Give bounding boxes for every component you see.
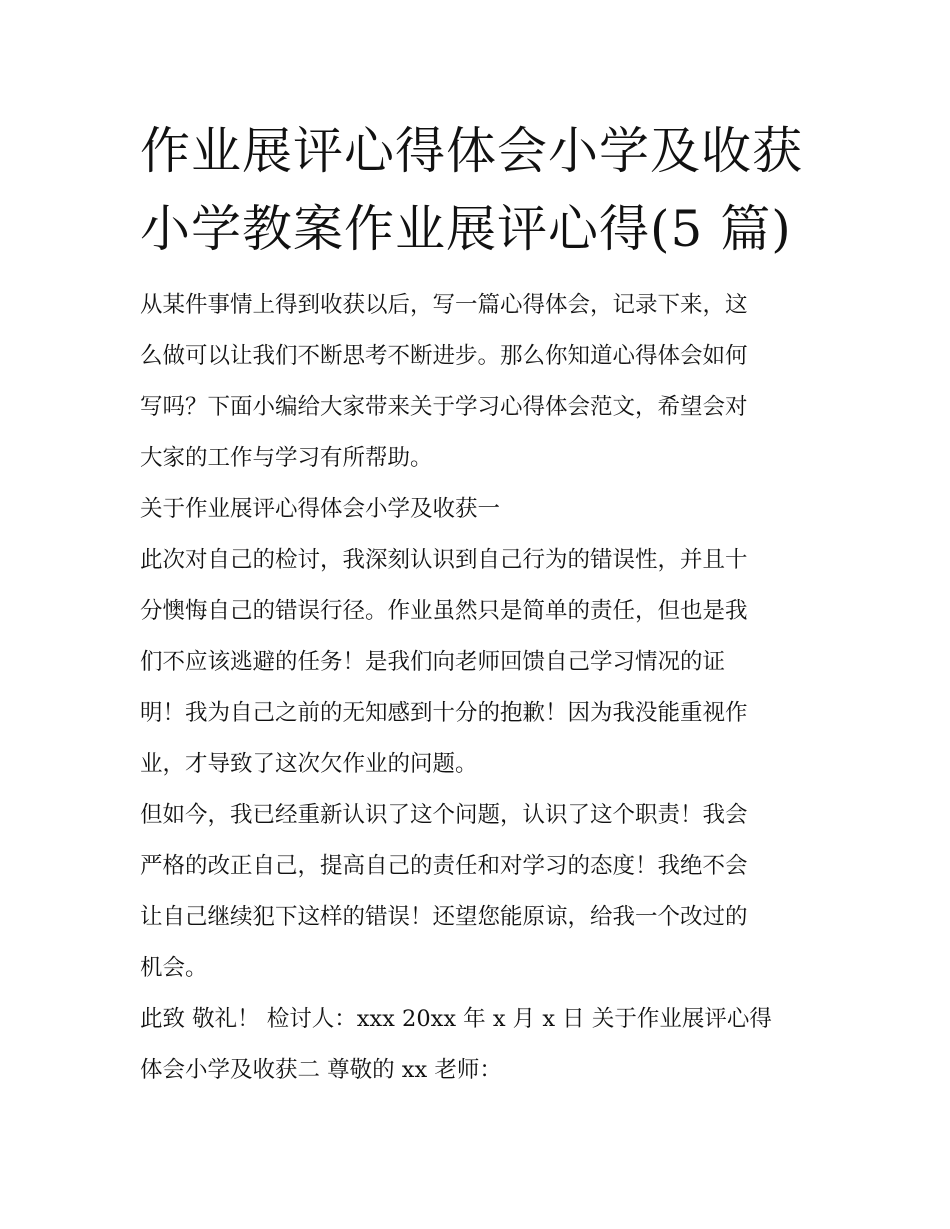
text-line: 分懊悔自己的错误行径。作业虽然只是简单的责任，但也是我: [140, 598, 748, 624]
text-line: 但如今，我已经重新认识了这个问题，认识了这个职责！我会: [140, 802, 748, 828]
text-line: 严格的改正自己，提高自己的责任和对学习的态度！我绝不会: [140, 853, 748, 879]
text-line: 写吗？下面小编给大家带来关于学习心得体会范文，希望会对: [140, 394, 748, 420]
text-line: 明！我为自己之前的无知感到十分的抱歉！因为我没能重视作: [140, 700, 748, 726]
text-line: 此致 敬礼！ 检讨人：xxx 20xx 年 x 月 x 日 关于作业展评心得: [140, 1006, 772, 1032]
text-line: 此次对自己的检讨，我深刻认识到自己行为的错误性，并且十: [140, 547, 748, 573]
document-page: [140, 112, 812, 1096]
document-title: [140, 112, 812, 268]
body-paragraph-1: [140, 535, 812, 790]
text-line: 让自己继续犯下这样的错误！还望您能原谅，给我一个改过的: [140, 904, 748, 930]
closing-paragraph: [140, 994, 812, 1096]
text-line: 体会小学及收获二 尊敬的 xx 老师：: [140, 1057, 502, 1083]
text-line: 业，才导致了这次欠作业的问题。: [140, 751, 478, 777]
title-line: 作业展评心得体会小学及收获: [140, 122, 803, 180]
section-heading-1: [140, 484, 812, 535]
text-line: 关于作业展评心得体会小学及收获一: [140, 496, 501, 522]
text-line: 机会。: [140, 955, 208, 981]
text-line: 大家的工作与学习有所帮助。: [140, 445, 433, 471]
title-line: 小学教案作业展评心得(5 篇): [140, 200, 792, 258]
text-line: 们不应该逃避的任务！是我们向老师回馈自己学习情况的证: [140, 649, 726, 675]
text-line: 么做可以让我们不断思考不断进步。那么你知道心得体会如何: [140, 343, 748, 369]
intro-paragraph: [140, 280, 812, 484]
body-paragraph-2: [140, 790, 812, 994]
text-line: 从某件事情上得到收获以后，写一篇心得体会，记录下来，这: [140, 292, 748, 318]
